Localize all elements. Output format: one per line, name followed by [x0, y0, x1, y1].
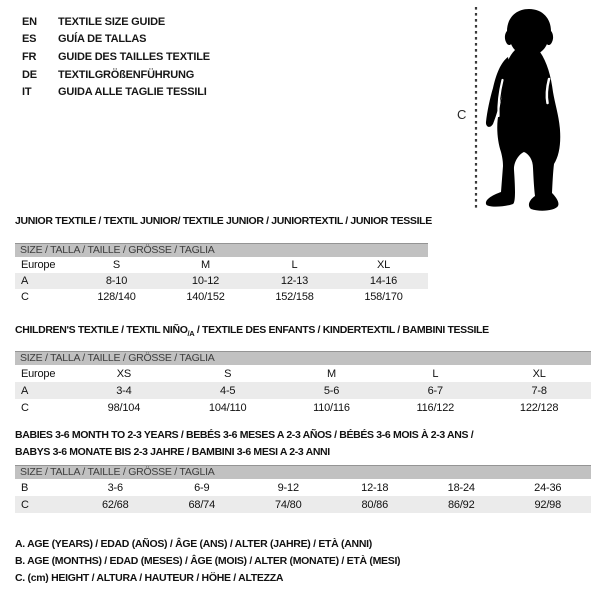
value-cell: 86/92	[447, 498, 475, 511]
size-cell: XL	[532, 367, 546, 380]
row-label-cell: Europe	[21, 259, 56, 271]
legend-footnotes	[15, 536, 400, 588]
height-measure-label: C	[457, 107, 467, 122]
row-label-cell: C	[21, 401, 29, 414]
value-cell: 10-12	[191, 275, 220, 287]
value-cell: 158/170	[364, 291, 403, 303]
footnote-b: B. AGE (MONTHS) / EDAD (MESES) / ÂGE (MOIS) / ALTER (MONATE) / ETÀ (MESI)	[15, 555, 401, 568]
size-cell: S	[224, 367, 232, 380]
value-cell: 152/158	[275, 291, 314, 303]
table-title: JUNIOR TEXTILE / TEXTIL JUNIOR/ TEXTILE JUNIOR / JUNIORTEXTIL / JUNIOR TESSILE	[15, 215, 432, 227]
footnote-c: C. (cm) HEIGHT / ALTURA / HAUTEUR / HÖHE / ALTEZZA	[15, 572, 284, 585]
size-header-bar: SIZE / TALLA / TAILLE / GRÖSSE / TAGLIA	[15, 243, 428, 257]
value-cell: 104/110	[208, 401, 247, 414]
row-label-cell: A	[21, 384, 29, 397]
size-header-bar: SIZE / TALLA / TAILLE / GRÖSSE / TAGLIA	[15, 351, 591, 365]
value-cell: 122/128	[519, 401, 559, 414]
row-label-cell: Europe	[21, 367, 56, 380]
table-row-age-months	[15, 479, 591, 496]
row-label-cell: B	[21, 481, 29, 494]
value-cell: 8-10	[105, 275, 128, 287]
language-title: GUÍA DE TALLAS	[58, 33, 147, 46]
table-row-height	[15, 496, 591, 513]
junior-textile-table	[15, 215, 432, 305]
value-cell: 6-9	[194, 481, 210, 494]
language-row-fr	[22, 48, 210, 66]
value-cell: 68/74	[188, 498, 216, 511]
value-cell: 18-24	[447, 481, 475, 494]
table-title-subscript: /A	[187, 329, 195, 339]
table-title-line2: BABYS 3-6 MONATE BIS 2-3 JAHRE / BAMBINI 3-6 MESI A 2-3 ANNI	[15, 445, 330, 458]
value-cell: 110/116	[313, 401, 350, 414]
language-row-en	[22, 13, 210, 31]
language-row-it	[22, 83, 210, 101]
size-header-bar: SIZE / TALLA / TAILLE / GRÖSSE / TAGLIA	[15, 465, 591, 479]
size-cell: XL	[376, 259, 391, 271]
size-cell: M	[327, 367, 336, 380]
table-row-height	[15, 399, 591, 416]
value-cell: 3-4	[116, 384, 132, 397]
value-cell: 24-36	[534, 481, 562, 494]
value-cell: 14-16	[369, 275, 398, 287]
children-textile-table	[15, 324, 591, 416]
language-row-de	[22, 66, 210, 84]
row-label-cell: A	[21, 275, 29, 287]
value-cell: 140/152	[186, 291, 225, 303]
value-cell: 12-13	[280, 275, 309, 287]
size-cell: M	[201, 259, 210, 271]
value-cell: 74/80	[274, 498, 302, 511]
babies-textile-table	[15, 427, 591, 513]
value-cell: 98/104	[107, 401, 141, 414]
language-code: ES	[22, 33, 37, 46]
table-row-sizes	[15, 257, 428, 273]
value-cell: 4-5	[220, 384, 236, 397]
value-cell: 128/140	[97, 291, 136, 303]
language-row-es	[22, 31, 210, 49]
baby-silhouette-icon	[455, 0, 600, 215]
value-cell: 116/122	[416, 401, 455, 414]
table-title-line1: BABIES 3-6 MONTH TO 2-3 YEARS / BEBÉS 3-6 MESES A 2-3 AÑOS / BÉBÉS 3-6 MOIS À 2-3 ANS /	[15, 429, 474, 441]
language-title: GUIDE DES TAILLES TEXTILE	[58, 50, 210, 63]
language-list	[22, 13, 210, 101]
table-row-height	[15, 289, 428, 305]
value-cell: 5-6	[323, 384, 340, 397]
footnote-a: A. AGE (YEARS) / EDAD (AÑOS) / ÂGE (ANS) / ALTER (JAHRE) / ETÀ (ANNI)	[15, 538, 372, 550]
table-title-text: CHILDREN'S TEXTILE / TEXTIL NIÑO	[15, 324, 188, 336]
value-cell: 92/98	[534, 498, 562, 511]
language-title: GUIDA ALLE TAGLIE TESSILI	[58, 86, 207, 99]
table-title-text: / TEXTILE DES ENFANTS / KINDERTEXTIL / BAMBINI TESSILE	[194, 324, 489, 336]
table-row-age	[15, 273, 428, 289]
row-label-cell: C	[21, 498, 29, 511]
language-title: TEXTILGRÖßENFÜHRUNG	[58, 68, 195, 81]
table-title	[15, 324, 591, 340]
size-cell: S	[112, 259, 121, 271]
value-cell: 6-7	[427, 384, 443, 397]
size-cell: L	[432, 367, 439, 380]
size-figure	[455, 0, 600, 215]
language-code: DE	[22, 68, 37, 81]
language-code: FR	[22, 50, 37, 63]
language-title: TEXTILE SIZE GUIDE	[58, 15, 166, 28]
table-row-sizes	[15, 365, 591, 382]
value-cell: 80/86	[361, 498, 389, 511]
size-cell: L	[291, 259, 298, 271]
row-label-cell: C	[21, 291, 29, 303]
value-cell: 62/68	[101, 498, 129, 511]
value-cell: 12-18	[361, 481, 389, 494]
language-code: IT	[22, 86, 32, 99]
value-cell: 7-8	[531, 384, 547, 397]
size-cell: XS	[116, 367, 132, 380]
value-cell: 9-12	[277, 481, 299, 494]
table-row-age	[15, 382, 591, 399]
language-code: EN	[22, 15, 37, 28]
value-cell: 3-6	[107, 481, 123, 494]
